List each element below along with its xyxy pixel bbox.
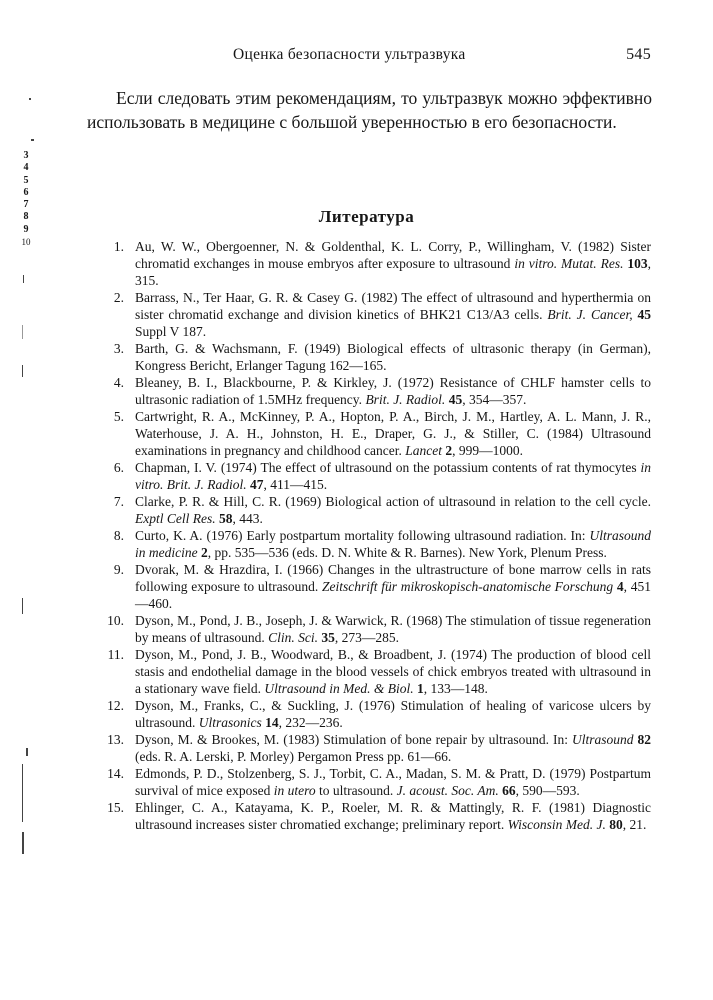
scan-mark [22, 832, 24, 854]
reference-segment: , 133—148. [423, 681, 488, 696]
reference-entry [99, 561, 651, 612]
reference-text [135, 800, 651, 832]
reference-text [135, 375, 651, 407]
reference-journal: Zeitschrift für mikroskopisch-anatomische Forschung [322, 579, 614, 594]
reference-number: 15. [107, 800, 124, 815]
reference-segment: , 451—460. [135, 579, 652, 611]
reference-segment: , 999—1000. [452, 443, 524, 458]
reference-segment: , 21. [622, 817, 647, 832]
reference-volume: 103 [627, 256, 648, 271]
reference-text [135, 341, 651, 373]
reference-segment: Barrass, N., Ter Haar, G. R. & Casey G. (1982) The effect of ultrasound and hyperthermia on sister chromatid exchange and division kinetics of BHK21 C13/A3 cells. [135, 290, 651, 322]
reference-journal: Ultrasonics [198, 715, 262, 730]
reference-number: 9. [113, 562, 124, 577]
reference-number: 11. [107, 647, 124, 662]
reference-volume: 2 [445, 443, 453, 458]
reference-segment: Suppl V 187. [135, 324, 207, 339]
page-number: 545 [626, 46, 651, 63]
reference-segment: , 315. [135, 256, 652, 288]
scan-mark [22, 598, 23, 614]
reference-segment: Cartwright, R. A., McKinney, P. A., Hopton, P. A., Birch, J. M., Hartley, A. L. Mann, J. R., Waterhouse, J. A. H., Johnston, H. E., Draper, G. J., & Stiller, C. (1984) Ultrasound examinations in pregnancy and childhood cancer. [135, 409, 651, 458]
margin-number: 9 [23, 223, 29, 235]
reference-volume: 58 [218, 511, 233, 526]
scan-mark [22, 764, 23, 822]
reference-number: 8. [113, 528, 124, 543]
reference-entry [99, 765, 651, 799]
reference-entry [99, 238, 651, 289]
reference-volume: 35 [321, 630, 335, 645]
reference-entry [99, 697, 651, 731]
running-header-title: Оценка безопасности ультразвука [233, 46, 466, 63]
reference-segment: Bleaney, B. I., Blackbourne, P. & Kirkley, J. (1972) Resistance of CHLF hamster cells to ultrasonic radiation of 1.5MHz frequency. [135, 375, 651, 407]
reference-segment: Au, W. W., Obergoenner, N. & Goldenthal, K. L. Corry, P., Willingham, V. (1982) Sister chromatid exchanges in mouse embryos after exposure to ultrasound [135, 239, 651, 271]
scan-mark [22, 365, 23, 377]
references-list [99, 238, 651, 833]
scan-mark [26, 748, 28, 756]
reference-entry [99, 799, 651, 833]
reference-text [135, 562, 651, 611]
reference-text [135, 698, 651, 730]
reference-segment: Dyson, M., Pond, J. B., Joseph, J. & Warwick, R. (1968) The stimulation of tissue regeneration by means of ultrasound. [135, 613, 651, 645]
reference-text [135, 460, 651, 492]
reference-segment: , 354—357. [462, 392, 527, 407]
margin-number: 6 [23, 186, 29, 198]
reference-segment: , 443. [232, 511, 263, 526]
reference-volume: 4 [616, 579, 624, 594]
reference-number: 5. [113, 409, 124, 424]
reference-segment: Chapman, I. V. (1974) The effect of ultrasound on the potassium contents of rat thymocytes [135, 460, 641, 475]
reference-segment: Dyson, M., Pond, J. B., Woodward, B., & Broadbent, J. (1974) The production of blood cell stasis and endothelial damage in the blood vessels of chick embryos treated with ultrasound in a stationary wave field. [135, 647, 651, 696]
reference-entry [99, 612, 651, 646]
reference-volume: 45 [637, 307, 651, 322]
reference-segment: , pp. 535—536 (eds. D. N. White & R. Barnes). New York, Plenum Press. [207, 545, 607, 560]
reference-number: 6. [113, 460, 124, 475]
reference-segment: Curto, K. A. (1976) Early postpartum mortality following ultrasound radiation. In: [135, 528, 590, 543]
reference-journal: J. acoust. Soc. Am. [396, 783, 499, 798]
reference-segment: Ehlinger, C. A., Katayama, K. P., Roeler, M. R. & Mattingly, R. F. (1981) Diagnostic ultrasound increases sister chromatied exchange; preliminary report. [135, 800, 651, 832]
margin-number: 4 [23, 162, 29, 174]
intro-paragraph-block [87, 86, 652, 134]
margin-line-numbers [18, 150, 34, 248]
reference-entry [99, 408, 651, 459]
reference-number: 4. [113, 375, 124, 390]
reference-volume: 1 [416, 681, 424, 696]
reference-entry [99, 374, 651, 408]
reference-segment: Clarke, P. R. & Hill, C. R. (1969) Biological action of ultrasound in relation to the cell cycle. [135, 494, 651, 509]
reference-volume: 45 [448, 392, 463, 407]
scan-mark [22, 325, 23, 339]
reference-journal: Exptl Cell Res. [135, 511, 216, 526]
reference-entry [99, 459, 651, 493]
reference-volume: 66 [502, 783, 516, 798]
reference-segment: to ultrasound. [315, 783, 397, 798]
reference-number: 2. [113, 290, 124, 305]
reference-text [135, 409, 651, 458]
reference-journal: Ultrasound in medicine [135, 528, 651, 560]
reference-volume: 2 [200, 545, 208, 560]
reference-segment: Barth, G. & Wachsmann, F. (1949) Biological effects of ultrasonic therapy (in German), Kongress Bericht, Erlanger Tagung 162—165. [135, 341, 651, 373]
reference-text [135, 494, 651, 526]
reference-text [135, 239, 651, 288]
reference-journal: in utero [273, 783, 316, 798]
reference-segment: , 411—415. [263, 477, 328, 492]
reference-segment: Edmonds, P. D., Stolzenberg, S. J., Torbit, C. A., Madan, S. M. & Pratt, D. (1979) Postpartum survival of mice exposed [135, 766, 651, 798]
reference-journal: Brit. J. Cancer, [547, 307, 633, 322]
reference-entry [99, 340, 651, 374]
reference-segment: , 590—593. [515, 783, 580, 798]
reference-volume: 80 [609, 817, 623, 832]
reference-text [135, 732, 651, 764]
reference-volume: 47 [250, 477, 264, 492]
reference-segment: Dyson, M. & Brookes, M. (1983) Stimulation of bone repair by ultrasound. In: [135, 732, 572, 747]
running-header [233, 46, 651, 68]
reference-journal: Brit. J. Radiol. [365, 392, 446, 407]
scan-speck [29, 98, 31, 100]
reference-volume: 82 [637, 732, 651, 747]
reference-entry [99, 289, 651, 340]
margin-number: 3 [23, 150, 29, 161]
reference-volume: 14 [265, 715, 279, 730]
margin-number: 10 [21, 237, 31, 248]
reference-segment: (eds. R. A. Lerski, P. Morley) Pergamon Press pp. 61—66. [135, 749, 452, 764]
reference-journal: Ultrasound in Med. & Biol. [264, 681, 414, 696]
reference-entry [99, 731, 651, 765]
margin-number: 8 [23, 211, 29, 223]
reference-number: 1. [113, 239, 124, 254]
reference-number: 3. [113, 341, 124, 356]
reference-text [135, 647, 651, 696]
references-heading: Литература [318, 207, 415, 226]
reference-journal: in vitro. Mutat. Res. [514, 256, 624, 271]
reference-entry [99, 527, 651, 561]
intro-paragraph: Если следовать этим рекомендациям, то ультразвук можно эффективно использовать в медицине с большой уверенностью в его безопасности. [87, 88, 652, 132]
reference-segment: , 273—285. [334, 630, 399, 645]
margin-number: 5 [23, 174, 29, 186]
reference-journal: Clin. Sci. [268, 630, 318, 645]
reference-entry [99, 646, 651, 697]
scan-speck [31, 139, 34, 141]
reference-number: 13. [107, 732, 124, 747]
reference-number: 7. [113, 494, 124, 509]
reference-text [135, 290, 651, 339]
reference-number: 14. [107, 766, 124, 781]
reference-segment: , 232—236. [278, 715, 343, 730]
reference-journal: Wisconsin Med. J. [507, 817, 606, 832]
reference-text [135, 528, 651, 560]
reference-entry [99, 493, 651, 527]
reference-text [135, 766, 651, 798]
reference-segment: Dyson, M., Franks, C., & Suckling, J. (1976) Stimulation of healing of varicose ulcers by ultrasound. [135, 698, 651, 730]
margin-number: 7 [23, 199, 29, 211]
reference-journal: in vitro. Brit. J. Radiol. [135, 460, 651, 492]
scan-mark [23, 275, 24, 283]
reference-text [135, 613, 651, 645]
reference-number: 10. [107, 613, 124, 628]
reference-segment: Dvorak, M. & Hrazdira, I. (1966) Changes in the ultrastructure of bone marrow cells in rats following exposure to ultrasound. [135, 562, 651, 594]
reference-journal: Ultrasound [571, 732, 634, 747]
reference-number: 12. [107, 698, 124, 713]
reference-journal: Lancet [405, 443, 443, 458]
